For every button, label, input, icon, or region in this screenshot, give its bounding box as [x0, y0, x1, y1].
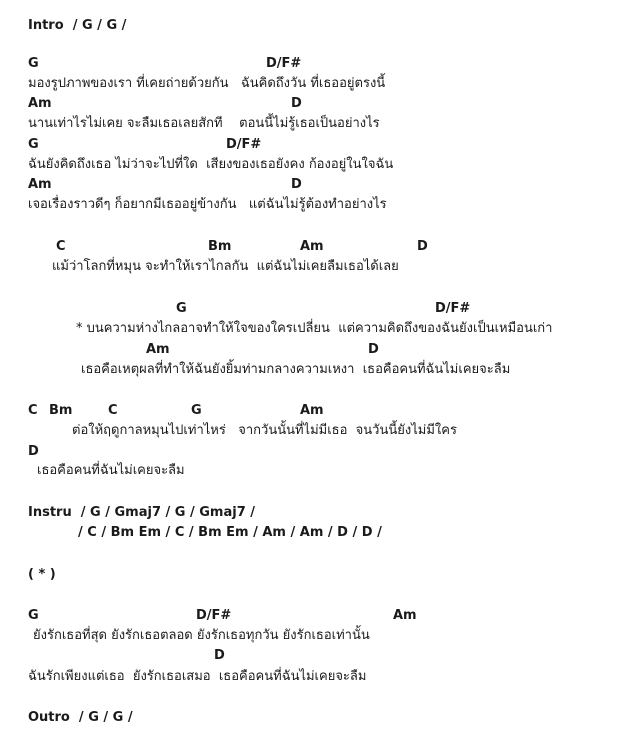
chord: D — [214, 648, 225, 663]
chord: D/F# — [266, 56, 302, 71]
chord: C — [108, 403, 118, 418]
chord: G — [28, 56, 39, 71]
chord: C — [28, 403, 38, 418]
chord: Am — [28, 96, 52, 111]
lyric-line: แม้ว่าโลกที่หมุน จะทำให้เราไกลกัน แต่ฉันไม่เคยลืมเธอได้เลย — [52, 259, 399, 274]
lyric-line: เจอเรื่องราวดีๆ ก็อยากมีเธออยู่ข้างกัน แต่ฉันไม่รู้ต้องทำอย่างไร — [28, 197, 387, 212]
lyric-line: เธอคือคนที่ฉันไม่เคยจะลืม — [37, 463, 185, 478]
chord: D/F# — [196, 608, 232, 623]
chord: D/F# — [226, 137, 262, 152]
chord: D — [291, 177, 302, 192]
lyric-line: ฉันรักเพียงแต่เธอ ยังรักเธอเสมอ เธอคือคนที่ฉันไม่เคยจะลืม — [28, 669, 367, 684]
chord: C — [56, 239, 66, 254]
chord: G — [191, 403, 202, 418]
chord: D — [28, 444, 39, 459]
chord: D — [291, 96, 302, 111]
chord: G — [28, 137, 39, 152]
lyric-line: * บนความห่างไกลอาจทำให้ใจของใครเปลี่ยน แต่ความคิดถึงของฉันยังเป็นเหมือนเก่า — [76, 321, 553, 336]
lyric-line: ต่อให้ฤดูกาลหมุนไปเท่าไหร่ จากวันนั้นที่ไม่มีเธอ จนวันนี้ยังไม่มีใคร — [72, 423, 457, 438]
intro-line: Intro / G / G / — [28, 18, 127, 33]
chord: G — [28, 608, 39, 623]
outro-line: Outro / G / G / — [28, 710, 133, 725]
repeat-marker: ( * ) — [28, 567, 56, 582]
chord: G — [176, 301, 187, 316]
chord: Am — [393, 608, 417, 623]
lyric-line: ฉันยังคิดถึงเธอ ไม่ว่าจะไปที่ใด เสียงของเธอยังคง ก้องอยู่ในใจฉัน — [28, 157, 394, 172]
instru-line: / C / Bm Em / C / Bm Em / Am / Am / D / D / — [78, 525, 382, 540]
lyric-line: เธอคือเหตุผลที่ทำให้ฉันยังยิ้มท่ามกลางความเหงา เธอคือคนที่ฉันไม่เคยจะลืม — [81, 362, 511, 377]
chord: Bm — [49, 403, 73, 418]
chord: D — [368, 342, 379, 357]
chord: Am — [146, 342, 170, 357]
chord: D — [417, 239, 428, 254]
lyric-line: นานเท่าไรไม่เคย จะลืมเธอเลยสักที ตอนนี้ไม่รู้เธอเป็นอย่างไร — [28, 116, 380, 131]
chord: Am — [28, 177, 52, 192]
lyric-line: มองรูปภาพของเรา ที่เคยถ่ายด้วยกัน ฉันคิดถึงวัน ที่เธออยู่ตรงนี้ — [28, 76, 386, 91]
instru-line: Instru / G / Gmaj7 / G / Gmaj7 / — [28, 505, 256, 520]
chord: Am — [300, 403, 324, 418]
lyric-line: ยังรักเธอที่สุด ยังรักเธอตลอด ยังรักเธอทุกวัน ยังรักเธอเท่านั้น — [33, 628, 370, 643]
chord: Bm — [208, 239, 232, 254]
chord: Am — [300, 239, 324, 254]
chord: D/F# — [435, 301, 471, 316]
